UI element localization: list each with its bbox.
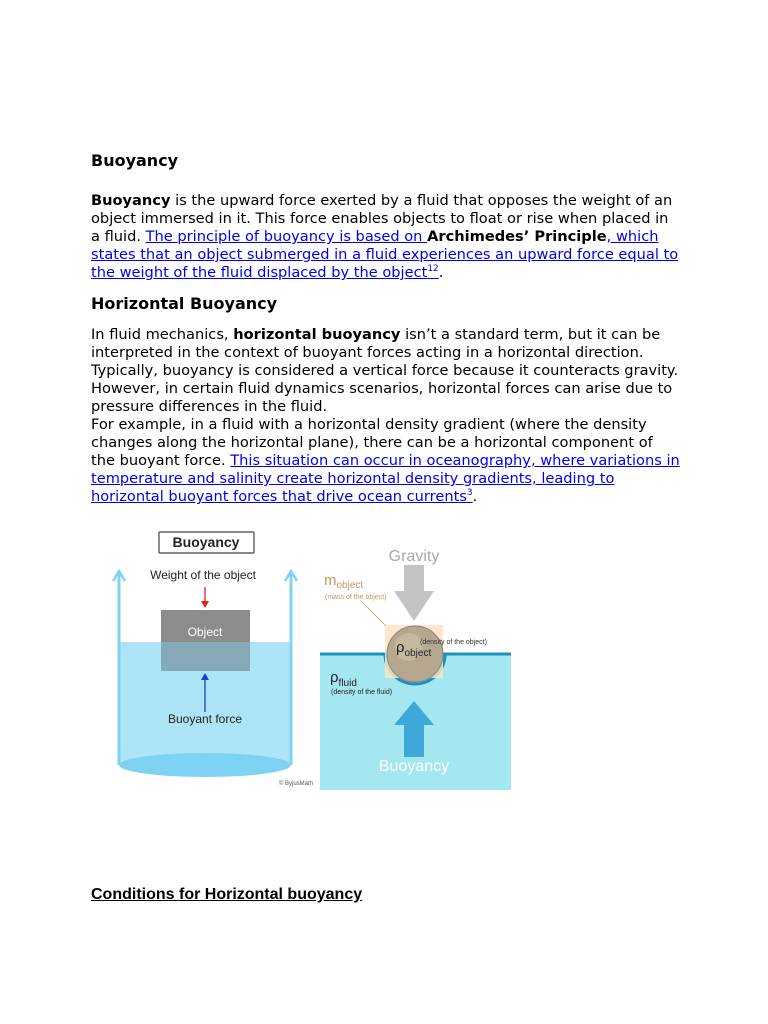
p1-end: . — [438, 264, 444, 281]
bold-horizontal-buoyancy: horizontal buoyancy — [233, 326, 401, 343]
link-archimedes-text: , which states that an object submerged in a fluid experiences an upward force equal to the weight of the fluid displaced by the object — [91, 228, 679, 281]
p2-text3: For example, in a fluid with a horizontal density gradient (where the density changes along the horizontal plane), there can be a horizontal component of the buoyant force. — [91, 416, 653, 469]
footnote-ref-3[interactable]: 3 — [466, 488, 473, 498]
p1-text: is the upward force exerted by a fluid that opposes the weight of an object immersed in it. This force enables objects to float or rise when placed in a fluid. — [91, 192, 673, 245]
rho-fluid-symbol: $\rho_{fluid}$ — [330, 669, 357, 689]
mass-symbol: $m_{object}$ — [324, 572, 364, 591]
heading-conditions: Conditions for Horizontal buoyancy — [91, 886, 363, 903]
gravity-label: Gravity — [388, 548, 440, 565]
link-oceanography-text: This situation can occur in oceanography, where variations in temperature and salinity create horizontal density gradients, leading to horizontal buoyant forces that drive ocean currents — [91, 452, 680, 505]
figure-credit: © ByjusMath — [278, 781, 313, 787]
object-label: Object — [187, 625, 223, 639]
object-submerged-part — [161, 642, 250, 671]
p2-text2: isn’t a standard term, but it can be interpreted in the context of buoyant forces acting in a horizontal direction. Typically, buoyancy is considered a vertical force because it counteracts gravity. However, in certain fluid dynamics scenarios, horizontal forces can arise due to pressure differences in the fluid. — [91, 326, 679, 415]
heading-horizontal-buoyancy: Horizontal Buoyancy — [91, 294, 278, 313]
buoyancy-sphere-figure — [320, 527, 511, 790]
paragraph-buoyancy — [91, 192, 681, 282]
buoyancy-label: Buoyancy — [378, 758, 450, 775]
rho-object-symbol: $\rho_{object}$ — [396, 639, 432, 659]
bold-buoyancy: Buoyancy — [91, 192, 171, 209]
buoyant-force-label: Buoyant force — [167, 712, 243, 726]
container-bottom — [119, 753, 291, 777]
paragraph-horizontal-1 — [91, 326, 681, 506]
density-object-note: (density of the object) — [420, 639, 487, 646]
heading-buoyancy: Buoyancy — [91, 151, 179, 170]
p2-end: . — [472, 488, 478, 505]
figure-title: Buoyancy — [172, 534, 240, 550]
weight-label: Weight of the object — [150, 568, 256, 582]
p2-text1: In fluid mechanics, — [91, 326, 234, 343]
link-principle[interactable]: The principle of buoyancy is based on — [145, 228, 428, 245]
buoyancy-container-figure — [91, 527, 319, 790]
bold-archimedes: Archimedes’ Principle — [427, 228, 607, 245]
footnote-ref-12[interactable]: 12 — [427, 264, 439, 274]
density-fluid-note: (density of the fluid) — [331, 689, 393, 696]
mass-note: (mass of the object) — [325, 594, 387, 601]
